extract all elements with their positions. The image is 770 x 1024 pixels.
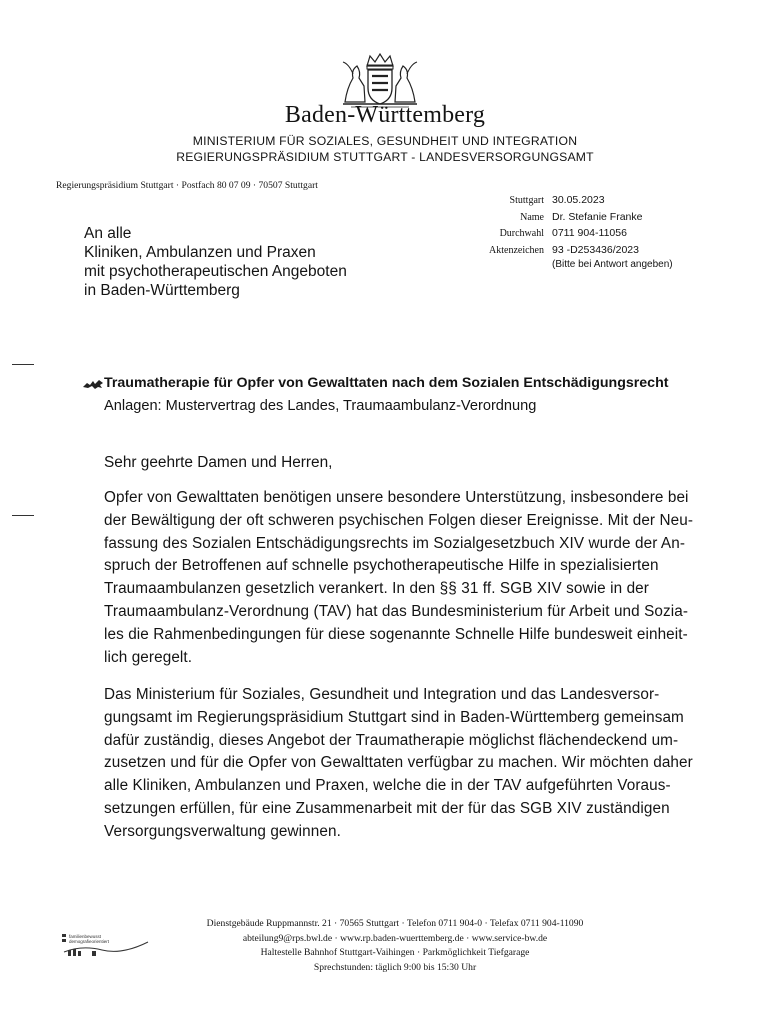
paragraph-line: Traumaambulanzen gesetzlich verankert. In den §§ 31 ff. SGB XIV sowie in der: [104, 580, 649, 598]
logo-text: demografieorientiert: [69, 939, 110, 944]
paragraph-line: der Bewältigung der oft schweren psychischen Folgen dieser Ereignisse. Mit der Neu-: [104, 511, 694, 529]
meta-row-name: [448, 211, 673, 228]
footer-contact: [150, 917, 640, 975]
meta-row-file-number: [448, 244, 673, 261]
logo-text: familienbewusst: [69, 934, 102, 939]
footer-line: Haltestelle Bahnhof Stuttgart-Vaihingen · Parkmöglichkeit Tiefgarage: [260, 947, 530, 959]
recipient-address: [84, 224, 347, 300]
meta-row-date: [448, 194, 673, 211]
paragraph-line: Traumaambulanz-Verordnung (TAV) hat das Bundesministerium für Arbeit und Sozia-: [104, 602, 689, 620]
coat-of-arms-icon: [337, 52, 423, 108]
state-name: Baden-Württemberg: [284, 102, 486, 128]
meta-row-phone: [448, 227, 673, 244]
paragraph-line: Versorgungsverwaltung gewinnen.: [104, 822, 341, 840]
paragraph-line: les die Rahmenbedingungen für diese sogenannte Schnelle Hilfe bundesweit einheit-: [104, 625, 688, 643]
reference-block: [448, 194, 673, 270]
meta-label: Aktenzeichen: [489, 244, 544, 256]
meta-value: Dr. Stefanie Franke: [552, 210, 643, 223]
paragraph-line: fassung des Sozialen Entschädigungsrechts im Sozialgesetzbuch XIV wurde der An-: [104, 534, 686, 552]
recipient-line: mit psychotherapeutischen Angeboten: [84, 263, 347, 280]
meta-value: 30.05.2023: [552, 194, 605, 206]
paragraph-line: lich geregelt.: [104, 648, 193, 666]
meta-label: Durchwahl: [499, 228, 544, 239]
body-paragraph: [104, 684, 704, 844]
meta-label: Stuttgart: [509, 195, 544, 206]
recipient-line: Kliniken, Ambulanzen und Praxen: [84, 244, 316, 261]
paragraph-line: zusetzen und für die Opfer von Gewalttaten verfügbar zu machen. Wir möchten daher: [104, 754, 693, 772]
meta-label: Name: [520, 211, 544, 223]
recipient-line: in Baden-Württemberg: [84, 282, 240, 299]
footer-line: abteilung9@rps.bwl.de · www.rp.baden-wuerttemberg.de · www.service-bw.de: [242, 932, 548, 944]
body-paragraph: [104, 487, 704, 669]
fold-mark: [12, 515, 34, 516]
ministry-name: MINISTERIUM FÜR SOZIALES, GESUNDHEIT UND INTEGRATION: [192, 134, 578, 148]
sender-line: Regierungspräsidium Stuttgart · Postfach 80 07 09 · 70507 Stuttgart: [56, 180, 318, 191]
footer-line: Sprechstunden: täglich 9:00 bis 15:30 Uhr: [313, 961, 477, 973]
meta-value: 93 -D253436/2023: [552, 243, 639, 256]
paragraph-line: spruch der Betroffenen auf schnelle psychotherapeutische Hilfe in spezialisierten: [104, 557, 659, 575]
footer-line: Dienstgebäude Ruppmannstr. 21 · 70565 Stuttgart · Telefon 0711 904-0 · Telefax 0711 904-11090: [206, 918, 584, 929]
paragraph-line: alle Kliniken, Ambulanzen und Praxen, welche die in der TAV aufgeführten Voraus-: [104, 777, 671, 795]
recipient-line: An alle: [84, 225, 132, 242]
fold-mark: [12, 364, 34, 365]
paragraph-line: gungsamt im Regierungspräsidium Stuttgart sind in Baden-Württemberg gemeinsam: [104, 708, 684, 726]
attachments-line: Anlagen: Mustervertrag des Landes, Traumaambulanz-Verordnung: [104, 398, 537, 414]
lion-icon: [82, 378, 104, 390]
paragraph-line: Opfer von Gewalttaten benötigen unsere besondere Unterstützung, insbesondere bei: [104, 489, 689, 506]
meta-note: (Bitte bei Antwort angeben): [552, 259, 673, 270]
paragraph-line: setzungen erfüllen, für eine Zusammenarbeit mit der für das SGB XIV zuständigen: [104, 799, 670, 817]
family-certificate-logo-icon: [62, 930, 152, 958]
authority-name: REGIERUNGSPRÄSIDIUM STUTTGART - LANDESVERSORGUNGSAMT: [176, 150, 594, 164]
salutation: Sehr geehrte Damen und Herren,: [104, 454, 333, 471]
paragraph-line: dafür zuständig, dieses Angebot der Traumatherapie möglichst flächendeckend um-: [104, 731, 679, 749]
paragraph-line: Das Ministerium für Soziales, Gesundheit und Integration und das Landesversor-: [104, 686, 660, 703]
subject-line: Traumatherapie für Opfer von Gewalttaten nach dem Sozialen Entschädigungsrecht: [104, 375, 669, 391]
meta-value: 0711 904-11056: [552, 227, 627, 239]
